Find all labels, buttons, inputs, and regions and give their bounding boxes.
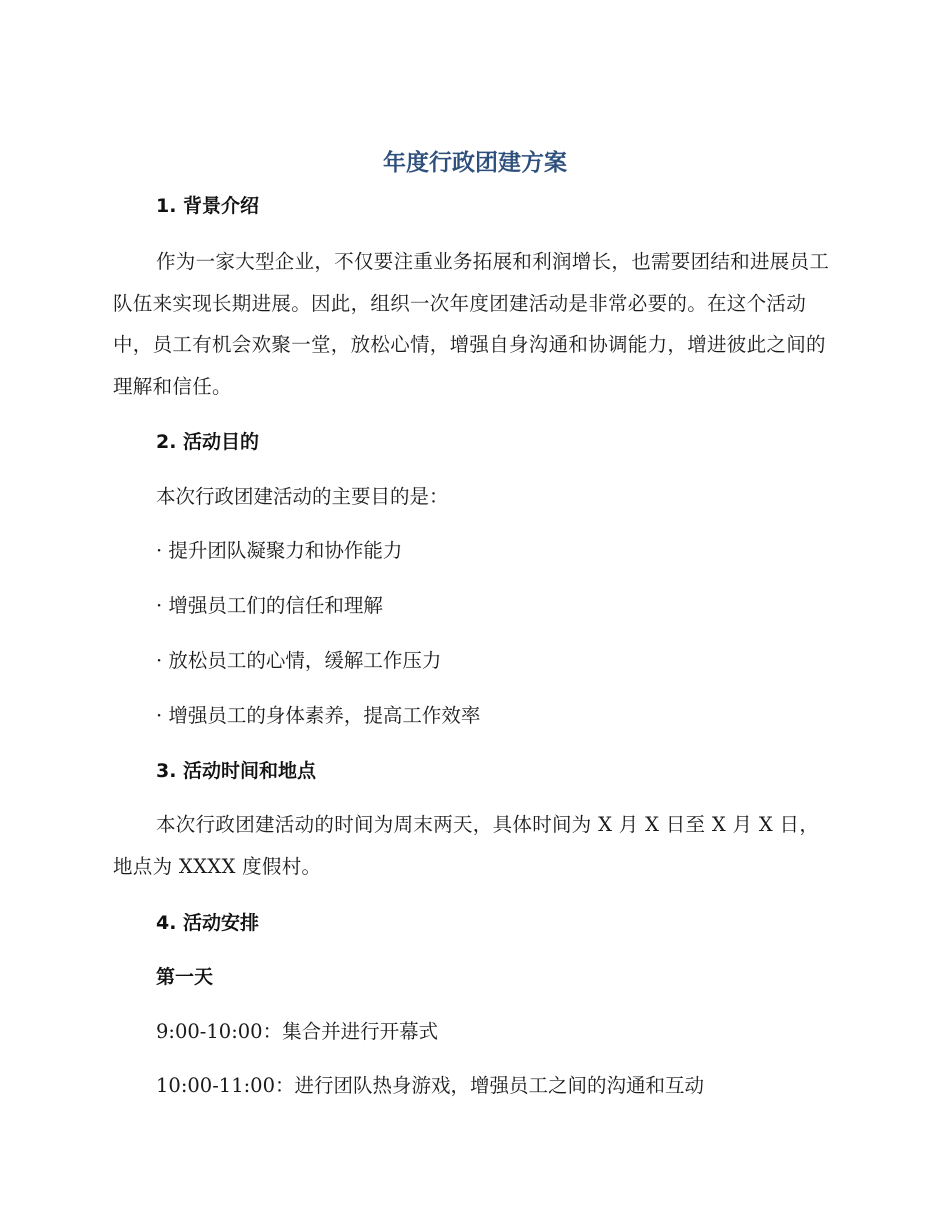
- section-heading-time-place: 3. 活动时间和地点: [156, 760, 317, 782]
- day1-heading: 第一天: [156, 966, 214, 988]
- goals-intro: 本次行政团建活动的主要目的是：: [156, 485, 449, 508]
- time-place-paragraph: 本次行政团建活动的时间为周末两天，具体时间为 X 月 X 日至 X 月 X 日，地点为 XXXX 度假村。: [113, 813, 820, 878]
- day1-item-2: 10:00-11:00：进行团队热身游戏，增强员工之间的沟通和互动: [156, 1074, 704, 1097]
- goal-item-2: · 增强员工们的信任和理解: [156, 594, 383, 617]
- section-heading-schedule: 4. 活动安排: [156, 912, 260, 934]
- background-paragraph: 作为一家大型企业，不仅要注重业务拓展和利润增长，也需要团结和进展员工队伍来实现长期进展。因此，组织一次年度团建活动是非常必要的。在这个活动中，员工有机会欢聚一堂，放松心情，增强自身沟通和协调能力，增进彼此之间的理解和信任。: [113, 250, 830, 398]
- goal-item-1: · 提升团队凝聚力和协作能力: [156, 539, 403, 562]
- day1-item-1: 9:00-10:00：集合并进行开幕式: [156, 1020, 439, 1043]
- goal-item-3: · 放松员工的心情，缓解工作压力: [156, 649, 442, 672]
- section-heading-goals: 2. 活动目的: [156, 431, 260, 453]
- goal-item-4: · 增强员工的身体素养，提高工作效率: [156, 704, 481, 727]
- document-title: 年度行政团建方案: [383, 150, 567, 176]
- section-heading-background: 1. 背景介绍: [156, 195, 260, 217]
